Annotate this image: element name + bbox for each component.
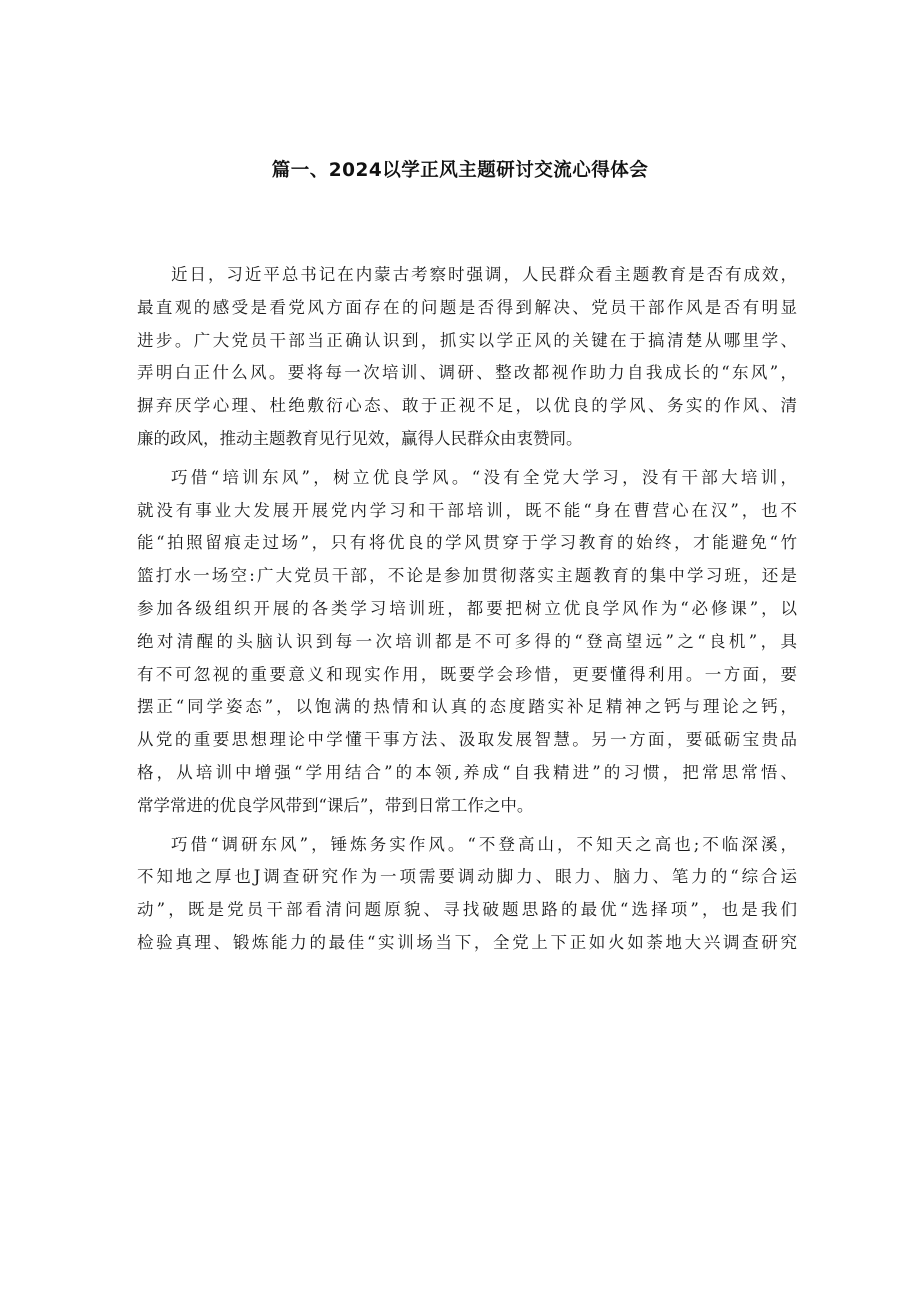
- paragraph: [137, 259, 797, 456]
- text-line: 不知地之厚也J调查研究作为一项需要调动脚力、眼力、脑力、笔力的“综合运: [137, 867, 797, 887]
- text-line: 动”，既是党员干部看清问题原貌、寻找破题思路的最优“选择项”，也是我们: [137, 900, 797, 920]
- text-line: 就没有事业大发展开展党内学习和干部培训，既不能“身在曹营心在汉”，也不: [137, 500, 797, 520]
- text-line: 常学常进的优良学风带到“课后”，带到日常工作之中。: [137, 795, 534, 815]
- text-line: 廉的政风，推动主题教育见行见效，赢得人民群众由衷赞同。: [137, 428, 583, 448]
- text-line: 格，从培训中增强“学用结合”的本领,养成“自我精进”的习惯，把常思常悟、: [137, 762, 797, 782]
- paragraph: [137, 462, 797, 823]
- text-line: 检验真理、锻炼能力的最佳“实训场当下，全党上下正如火如荼地大兴调查研究: [137, 932, 797, 952]
- text-line: 篮打水一场空:广大党员干部，不论是参加贯彻落实主题教育的集中学习班，还是: [137, 566, 797, 586]
- paragraph: [137, 829, 797, 960]
- text-line: 能“拍照留痕走过场”，只有将优良的学风贯穿于学习教育的始终，才能避免“竹: [137, 533, 797, 553]
- text-line: 最直观的感受是看党风方面存在的问题是否得到解决、党员干部作风是否有明显: [137, 297, 797, 317]
- text-line: 近日，习近平总书记在内蒙古考察时强调，人民群众看主题教育是否有成效，: [171, 265, 797, 284]
- text-line: 摒弃厌学心理、杜绝敷衍心态、敢于正视不足，以优良的学风、务实的作风、清: [137, 396, 797, 416]
- text-line: 巧借“培训东风”，树立优良学风。“没有全党大学习，没有干部大培训，: [171, 467, 797, 487]
- text-line: 参加各级组织开展的各类学习培训班，都要把树立优良学风作为“必修课”，以: [137, 598, 797, 618]
- text-line: 巧借“调研东风”，锤炼务实作风。“不登高山，不知天之高也;不临深溪，: [171, 834, 797, 854]
- text-line: 绝对清醒的头脑认识到每一次培训都是不可多得的“登高望远”之“良机”，具: [137, 631, 797, 651]
- text-line: 进步。广大党员干部当正确认识到，抓实以学正风的关键在于搞清楚从哪里学、: [137, 330, 797, 350]
- text-line: 弄明白正什么风。要将每一次培训、调研、整改都视作助力自我成长的“东风”，: [137, 363, 797, 383]
- text-line: 有不可忽视的重要意义和现实作用，既要学会珍惜，更要懂得利用。一方面，要: [137, 664, 797, 684]
- text-line: 从党的重要思想理论中学懂干事方法、汲取发展智慧。另一方面，要砥砺宝贵品: [137, 730, 797, 750]
- document-title: 篇一、2024以学正风主题研讨交流心得体会: [271, 160, 649, 181]
- document-body: [137, 259, 797, 966]
- text-line: 摆正“同学姿态”，以饱满的热情和认真的态度踏实补足精神之钙与理论之钙，: [137, 697, 797, 717]
